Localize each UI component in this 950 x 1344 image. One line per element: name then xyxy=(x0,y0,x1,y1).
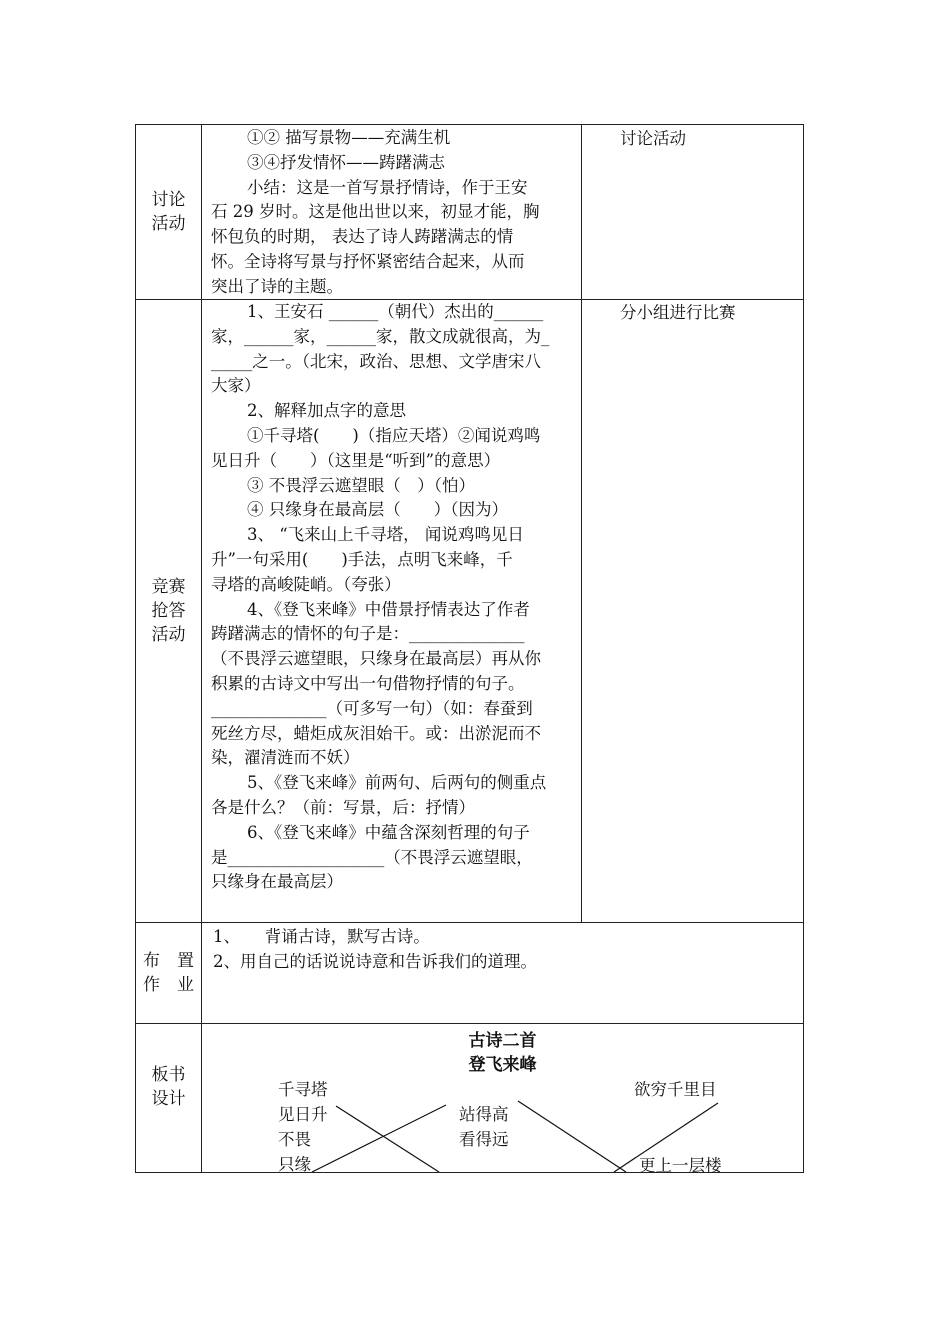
content-line: 5、《登飞来峰》前两句、后两句的侧重点 xyxy=(247,773,547,793)
content-line: 死丝方尽，蜡炬成灰泪始干。或：出淤泥而不 xyxy=(211,723,541,743)
content-line: ④ 只缘身在最高层（ ）（因为） xyxy=(247,500,508,520)
column-divider xyxy=(581,124,582,922)
content-line: 积累的古诗文中写出一句借物抒情的句子。 xyxy=(211,673,525,693)
board-cross-lines xyxy=(202,1024,803,1172)
label-line: 作 业 xyxy=(143,975,194,995)
content-line: ①千寻塔( )（指应天塔）②闻说鸡鸣 xyxy=(247,425,541,445)
content-line: 各是什么？（前：写景，后：抒情） xyxy=(211,797,475,817)
board-left-term: 见日升 xyxy=(278,1105,328,1124)
blackboard-title: 古诗二首 xyxy=(468,1031,537,1051)
content-line: 寻塔的高峻陡峭。（夸张） xyxy=(211,574,401,594)
content-line: 家，______家，______家，散文成就很高，为_ xyxy=(211,326,550,346)
cross-line xyxy=(518,1101,626,1172)
content-line: 升”一句采用( )手法，点明飞来峰，千 xyxy=(211,549,513,569)
content-line: 怀包负的时期， 表达了诗人踌躇满志的情 xyxy=(211,227,514,247)
content-line: 只缘身在最高层） xyxy=(211,872,343,892)
content-line: 2、用自己的话说说诗意和告诉我们的道理。 xyxy=(213,951,537,971)
discussion-content xyxy=(211,126,540,300)
cross-line xyxy=(614,1103,718,1172)
content-line: 踌躇满志的情怀的句子是：______________ xyxy=(211,624,525,644)
board-left-term: 千寻塔 xyxy=(278,1080,328,1099)
cross-line xyxy=(312,1105,446,1172)
content-line: 突出了诗的主题。 xyxy=(211,276,343,296)
content-line: 3、 “飞来山上千寻塔， 闻说鸡鸣见日 xyxy=(247,525,524,545)
content-line: 6、《登飞来峰》中蕴含深刻哲理的句子 xyxy=(247,822,530,842)
content-line: 染，濯清涟而不妖） xyxy=(211,748,360,768)
label-line: 布 置 xyxy=(143,951,194,971)
row-divider xyxy=(135,922,804,923)
content-line: ______________（可多写一句）（如：春蚕到 xyxy=(211,698,533,718)
content-line: 1、 背诵古诗，默写古诗。 xyxy=(213,927,430,946)
board-middle-term: 看得远 xyxy=(459,1130,509,1149)
board-left-term: 只缘 xyxy=(278,1155,311,1174)
content-line: 小结：这是一首写景抒情诗，作于王安 xyxy=(247,177,528,197)
content-line: 4、《登飞来峰》中借景抒情表达了作者 xyxy=(247,599,530,619)
content-line: ③④抒发情怀——踌躇满志 xyxy=(247,152,445,172)
board-middle-term: 站得高 xyxy=(459,1105,509,1124)
content-line: 1、王安石 ______（朝代）杰出的______ xyxy=(247,302,544,321)
label-line: 讨论 xyxy=(151,190,186,210)
content-line: 大家） xyxy=(211,376,261,396)
contest-content xyxy=(211,300,549,895)
discussion-row-label xyxy=(136,188,201,236)
board-left-term: 不畏 xyxy=(278,1130,311,1149)
column-divider xyxy=(201,124,202,1173)
discussion-method: 讨论活动 xyxy=(620,129,686,148)
blackboard-subtitle: 登飞来峰 xyxy=(468,1055,537,1075)
content-line: 怀。全诗将写景与抒怀紧密结合起来，从而 xyxy=(211,251,525,271)
board-right-term: 更上一层楼 xyxy=(639,1156,722,1175)
homework-content xyxy=(213,925,537,975)
contest-method: 分小组进行比赛 xyxy=(620,303,736,322)
content-line: ③ 不畏浮云遮望眼（ ）（怕） xyxy=(247,475,475,495)
label-line: 活动 xyxy=(151,625,186,645)
content-line: 2、解释加点字的意思 xyxy=(247,401,406,421)
blackboard-area xyxy=(202,1024,803,1175)
blackboard-row-label xyxy=(136,1063,201,1111)
label-line: 活动 xyxy=(151,214,186,234)
content-line: 石 29 岁时。这是他出世以来，初显才能，胸 xyxy=(211,202,540,222)
homework-row-label xyxy=(136,949,201,997)
label-line: 设计 xyxy=(151,1089,186,1109)
content-line: 是___________________（不畏浮云遮望眼， xyxy=(211,847,533,867)
label-line: 抢答 xyxy=(151,601,186,621)
content-line: _____之一。（北宋，政治、思想、文学唐宋八 xyxy=(211,351,541,371)
label-line: 竞赛 xyxy=(151,577,186,597)
content-line: 见日升（ ）（这里是“听到”的意思） xyxy=(211,450,501,470)
board-right-term: 欲穷千里目 xyxy=(634,1080,717,1099)
contest-row-label xyxy=(136,575,201,647)
label-line: 板书 xyxy=(151,1065,186,1085)
content-line: ①② 描写景物——充满生机 xyxy=(247,128,451,147)
content-line: （不畏浮云遮望眼，只缘身在最高层）再从你 xyxy=(211,649,541,669)
